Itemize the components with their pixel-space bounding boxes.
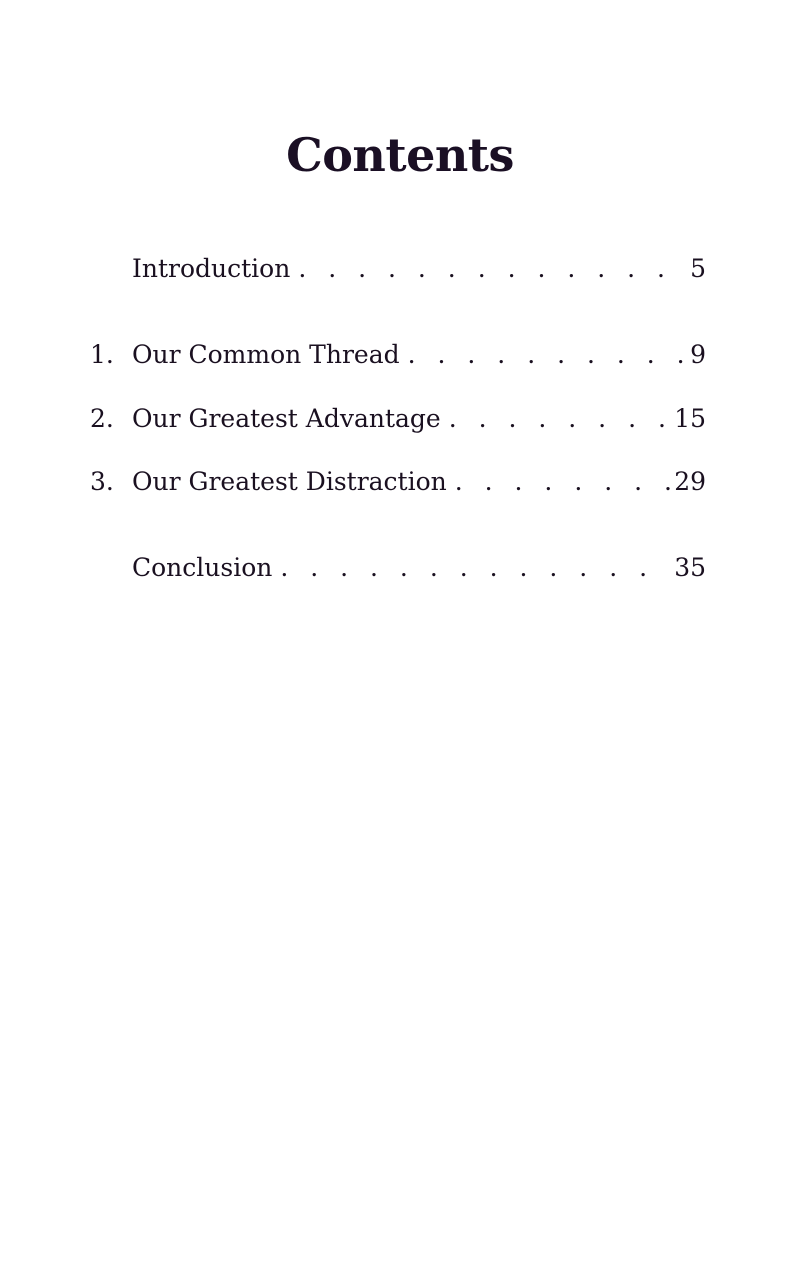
toc-entry-number: 2. (90, 404, 114, 433)
dot-leader (280, 548, 670, 588)
toc-entry-chapter-1 (90, 335, 706, 375)
toc-entry-number: 3. (90, 467, 114, 496)
toc-entry-page: 15 (674, 404, 706, 433)
toc-entry-chapter-3 (90, 462, 706, 502)
toc-entry-page: 29 (674, 467, 706, 496)
page-title: Contents (286, 128, 514, 182)
dot-leader (449, 399, 670, 439)
toc-entry-introduction (90, 249, 706, 289)
toc-entry-label: Introduction (132, 254, 291, 283)
toc-entry-number: 1. (90, 340, 114, 369)
toc-entry-page: 35 (674, 553, 706, 582)
toc-entry-label: Conclusion (132, 553, 273, 582)
dot-leader (408, 335, 686, 375)
toc-entry-label: Our Greatest Advantage (132, 404, 441, 433)
dot-leader (455, 462, 670, 502)
toc-entry-conclusion (90, 548, 706, 588)
toc-entry-page: 9 (690, 340, 706, 369)
toc-entry-label: Our Greatest Distraction (132, 467, 447, 496)
toc-entry-label: Our Common Thread (132, 340, 400, 369)
toc-entry-chapter-2 (90, 399, 706, 439)
toc-entry-page: 5 (690, 254, 706, 283)
dot-leader (298, 249, 686, 289)
